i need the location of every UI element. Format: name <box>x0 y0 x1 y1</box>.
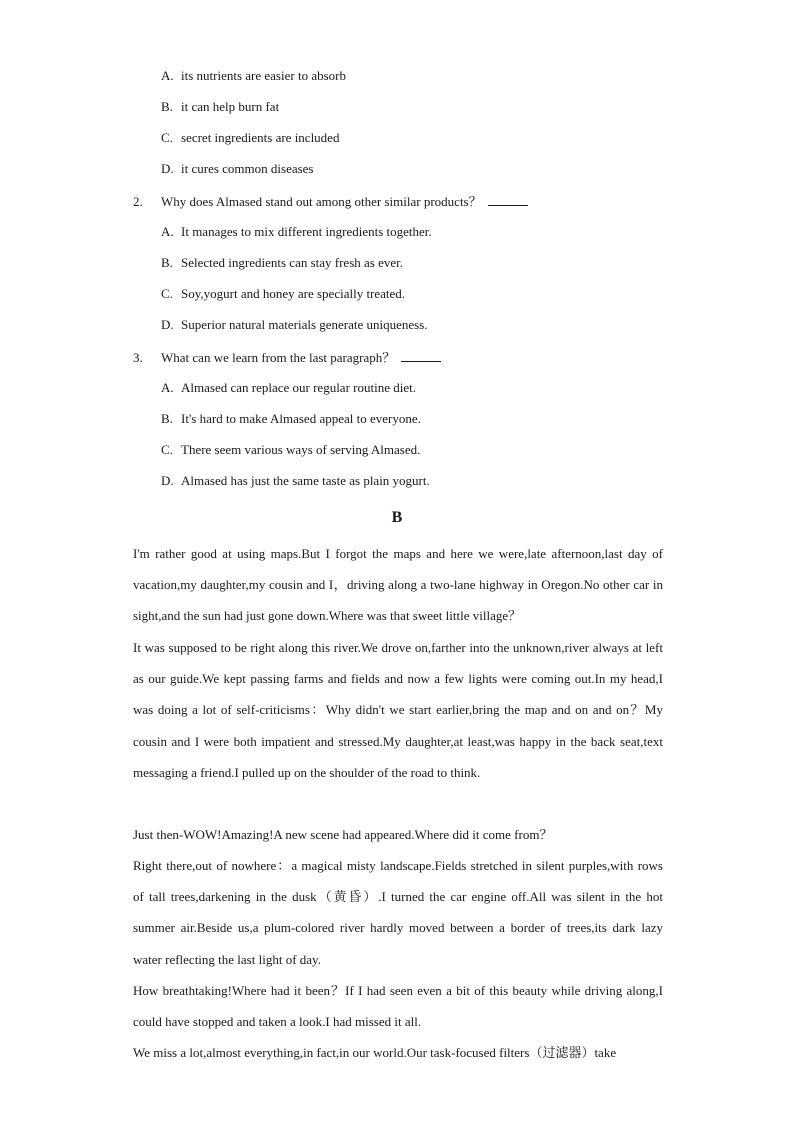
q1-option-d <box>161 161 314 177</box>
question-2 <box>133 193 528 210</box>
question-text: Why does Almased stand out among other similar products？ <box>161 194 482 209</box>
option-letter: C. <box>161 442 173 457</box>
paragraph-1: I'm rather good at using maps.But I forgot the maps and here we were,late afternoon,last day of vacation,my daughter,my cousin and I，driving along a two-lane highway in Oregon.No other car in sight,and the sun had just gone down.Where was that sweet little village？ <box>133 546 663 624</box>
option-text: secret ingredients are included <box>181 130 340 145</box>
q2-option-c <box>161 286 405 302</box>
answer-blank[interactable] <box>401 349 441 362</box>
option-text: Selected ingredients can stay fresh as ever. <box>181 255 403 270</box>
question-text: What can we learn from the last paragraph？ <box>161 350 396 365</box>
option-letter: A. <box>161 380 174 395</box>
option-text: Almased has just the same taste as plain yogurt. <box>181 473 430 488</box>
option-letter: A. <box>161 224 174 239</box>
question-number: 3. <box>133 350 143 365</box>
paragraph-5: How breathtaking!Where had it been？If I had seen even a bit of this beauty while driving along,I could have stopped and taken a look.I had missed it all. <box>133 983 663 1030</box>
option-letter: B. <box>161 255 173 270</box>
option-text: Soy,yogurt and honey are specially treated. <box>181 286 406 301</box>
question-number: 2. <box>133 194 143 209</box>
option-text: its nutrients are easier to absorb <box>181 68 346 83</box>
paragraph-6: We miss a lot,almost everything,in fact,in our world.Our task-focused filters（过滤器）take <box>133 1045 617 1060</box>
q3-option-a <box>161 380 416 396</box>
option-text: It's hard to make Almased appeal to everyone. <box>181 411 421 426</box>
q2-option-b <box>161 255 403 271</box>
option-letter: C. <box>161 130 173 145</box>
option-letter: B. <box>161 99 173 114</box>
option-text: There seem various ways of serving Almased. <box>181 442 421 457</box>
q3-option-b <box>161 411 421 427</box>
answer-blank[interactable] <box>488 193 528 206</box>
q1-option-a <box>161 68 346 84</box>
q3-option-c <box>161 442 420 458</box>
q1-option-c <box>161 130 339 146</box>
option-text: It manages to mix different ingredients together. <box>181 224 432 239</box>
option-letter: A. <box>161 68 174 83</box>
option-letter: D. <box>161 317 174 332</box>
option-letter: B. <box>161 411 173 426</box>
option-text: it cures common diseases <box>181 161 314 176</box>
q1-option-b <box>161 99 279 115</box>
section-title: B <box>391 509 403 526</box>
option-letter: C. <box>161 286 173 301</box>
option-letter: D. <box>161 161 174 176</box>
option-text: Almased can replace our regular routine diet. <box>181 380 416 395</box>
q3-option-d <box>161 473 430 489</box>
q2-option-a <box>161 224 432 240</box>
paragraph-4: Right there,out of nowhere：a magical misty landscape.Fields stretched in silent purples,with rows of tall trees,darkening in the dusk（黄昏）.I turned the car engine off.All was silent in the hot summer air.Beside us,a plum-colored river hardly moved between a border of trees,its dark lazy water reflecting the last light of day. <box>133 858 663 967</box>
option-text: Superior natural materials generate uniqueness. <box>181 317 428 332</box>
option-text: it can help burn fat <box>181 99 280 114</box>
q2-option-d <box>161 317 428 333</box>
paragraph-2: It was supposed to be right along this river.We drove on,farther into the unknown,river always at left as our guide.We kept passing farms and fields and now a few lights were coming out.In my head,I was doing a lot of self-criticisms：Why didn't we start earlier,bring the map and on and on？My cousin and I were both impatient and stressed.My daughter,at least,was happy in the back seat,text messaging a friend.I pulled up on the shoulder of the road to think. <box>133 640 663 780</box>
question-3 <box>133 349 441 366</box>
paragraph-3: Just then-WOW!Amazing!A new scene had appeared.Where did it come from？ <box>133 827 553 842</box>
option-letter: D. <box>161 473 174 488</box>
